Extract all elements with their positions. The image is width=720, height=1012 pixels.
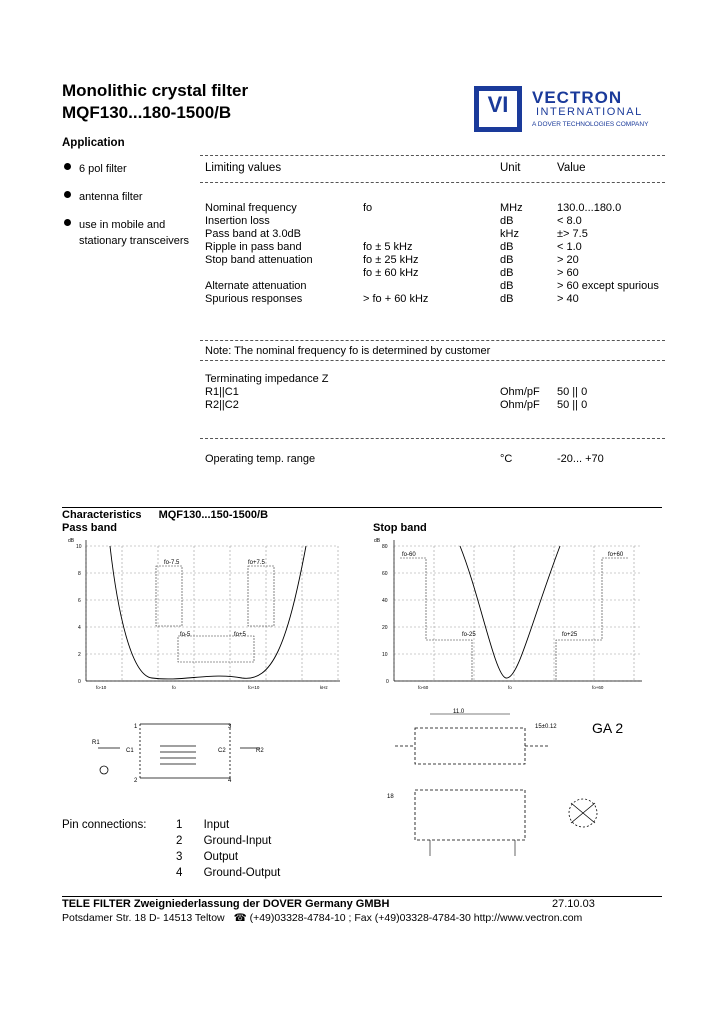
logo-brand: VECTRON xyxy=(532,88,623,107)
stop-xticks xyxy=(418,685,604,690)
limits-header-value: Value xyxy=(557,162,586,174)
pass-xticks xyxy=(96,685,328,690)
characteristics-label: Characteristics xyxy=(62,509,142,521)
pin-number: 3 xyxy=(176,851,183,863)
pin-number: 1 xyxy=(176,819,183,831)
row-name: R1||C1 xyxy=(205,386,239,398)
stop-band-chart xyxy=(370,536,660,694)
svg-text:8: 8 xyxy=(78,571,81,577)
limits-table xyxy=(205,155,665,475)
svg-text:80: 80 xyxy=(382,544,388,550)
row-value: 50 || 0 xyxy=(557,399,588,411)
logo-mark-text: VI xyxy=(487,92,509,117)
pin-label: Ground-Output xyxy=(203,867,281,879)
bullet-icon xyxy=(64,191,71,198)
row-unit: dB xyxy=(500,293,514,305)
row-cond: > fo + 60 kHz xyxy=(363,293,429,305)
limits-header-unit: Unit xyxy=(500,162,521,174)
svg-text:10: 10 xyxy=(382,652,388,658)
row-value: > 60 xyxy=(557,267,579,279)
stop-frame xyxy=(394,540,642,681)
svg-text:fo: fo xyxy=(508,685,512,690)
limits-header-label: Limiting values xyxy=(205,162,282,174)
list-item xyxy=(176,867,280,880)
svg-text:3: 3 xyxy=(228,724,232,730)
pin-label: Input xyxy=(203,819,230,831)
page-title xyxy=(62,80,248,124)
logo-tagline: A DOVER TECHNOLOGIES COMPANY xyxy=(532,121,649,128)
pin-number: 4 xyxy=(176,867,183,879)
row-value: > 40 xyxy=(557,293,579,305)
logo-mark-icon xyxy=(474,86,522,132)
row-name: Stop band attenuation xyxy=(205,254,313,266)
application-item: antenna filter xyxy=(79,191,143,203)
svg-text:0: 0 xyxy=(386,679,389,685)
pass-mark-label: fo-7.5 xyxy=(164,560,180,566)
svg-text:18: 18 xyxy=(387,794,394,800)
row-value: 50 || 0 xyxy=(557,386,588,398)
svg-text:4: 4 xyxy=(228,778,232,784)
bullet-icon xyxy=(64,219,71,226)
stop-marks xyxy=(402,552,624,638)
row-unit: Ohm/pF xyxy=(500,399,540,411)
pass-mark-label: fo+5 xyxy=(234,632,246,638)
stop-mark-label: fo+60 xyxy=(608,552,624,558)
row-cond: fo ± 60 kHz xyxy=(363,267,419,279)
footer-contact: (+49)03328-4784-10 ; Fax (+49)03328-4784-30 http://www.vectron.com xyxy=(249,912,583,924)
stop-mark-label: fo-60 xyxy=(402,552,416,558)
row-cond: fo ± 25 kHz xyxy=(363,254,419,266)
svg-text:4: 4 xyxy=(78,625,81,631)
package-drawing xyxy=(385,708,615,858)
pass-band-chart xyxy=(62,536,347,694)
row-name: Ripple in pass band xyxy=(205,241,302,253)
row-value: ±> 7.5 xyxy=(557,228,588,240)
pin-number: 2 xyxy=(176,835,183,847)
row-unit: dB xyxy=(500,267,514,279)
row-value: 130.0...180.0 xyxy=(557,202,622,214)
svg-text:40: 40 xyxy=(382,598,388,604)
title-line-2: MQF130...180-1500/B xyxy=(62,103,232,122)
list-item xyxy=(176,819,229,832)
circuit-diagram xyxy=(90,718,270,786)
svg-text:C1: C1 xyxy=(126,748,134,754)
stop-yticks xyxy=(374,538,389,685)
characteristics-model: MQF130...150-1500/B xyxy=(158,509,269,521)
svg-text:fo-60: fo-60 xyxy=(418,685,429,690)
svg-text:0: 0 xyxy=(78,679,81,685)
list-item xyxy=(176,835,271,848)
svg-text:15±0.12: 15±0.12 xyxy=(535,724,557,730)
application-item: stationary transceivers xyxy=(79,235,190,247)
svg-text:R2: R2 xyxy=(256,748,264,754)
footer-address: Potsdamer Str. 18 D- 14513 Teltow xyxy=(62,912,225,924)
row-name: R2||C2 xyxy=(205,399,239,411)
row-name: Spurious responses xyxy=(205,293,303,305)
row-name: Operating temp. range xyxy=(205,453,316,465)
svg-text:1: 1 xyxy=(134,724,138,730)
row-name: Nominal frequency xyxy=(205,202,297,214)
pin-label: Output xyxy=(203,851,239,863)
pass-grid xyxy=(86,546,338,681)
row-unit: dB xyxy=(500,215,514,227)
application-item: use in mobile and xyxy=(79,219,166,231)
pass-yticks xyxy=(68,538,82,685)
row-unit: kHz xyxy=(500,228,519,240)
row-cond: fo ± 5 kHz xyxy=(363,241,413,253)
svg-text:2: 2 xyxy=(134,778,138,784)
footer-contact-line xyxy=(62,912,582,925)
row-name: Alternate attenuation xyxy=(205,280,307,292)
svg-text:20: 20 xyxy=(382,625,388,631)
pin-label: Ground-Input xyxy=(203,835,272,847)
row-unit: dB xyxy=(500,280,514,292)
row-value: -20... +70 xyxy=(557,453,604,465)
row-name: Pass band at 3.0dB xyxy=(205,228,302,240)
svg-text:dB: dB xyxy=(374,538,381,544)
row-unit: dB xyxy=(500,241,514,253)
svg-text:11.0: 11.0 xyxy=(453,709,465,715)
stop-mark-label: fo+25 xyxy=(562,632,578,638)
svg-text:fo+60: fo+60 xyxy=(592,685,604,690)
vectron-logo xyxy=(474,86,664,136)
svg-text:fo+10: fo+10 xyxy=(248,685,260,690)
footer-date: 27.10.03 xyxy=(552,898,595,910)
row-unit: °C xyxy=(500,453,513,465)
svg-text:kHz: kHz xyxy=(320,685,328,690)
note-text: Note: The nominal frequency fo is determined by customer xyxy=(205,345,491,357)
svg-text:C2: C2 xyxy=(218,748,226,754)
row-cond: fo xyxy=(363,202,373,214)
characteristics-heading xyxy=(62,509,268,521)
footer-company: TELE FILTER Zweigniederlassung der DOVER Germany GMBH xyxy=(62,898,390,910)
pass-mark-label: fo-5 xyxy=(180,632,191,638)
pass-mark-label: fo+7.5 xyxy=(248,560,265,566)
svg-text:2: 2 xyxy=(78,652,81,658)
pass-masks xyxy=(156,566,274,662)
stop-grid xyxy=(394,546,640,681)
term-heading: Terminating impedance Z xyxy=(205,373,329,385)
stop-mark-label: fo-25 xyxy=(462,632,476,638)
row-unit: Ohm/pF xyxy=(500,386,540,398)
row-value: > 60 except spurious xyxy=(557,280,659,292)
phone-icon: ☎ xyxy=(233,912,247,924)
svg-text:R1: R1 xyxy=(92,740,100,746)
bullet-icon xyxy=(64,163,71,170)
svg-text:6: 6 xyxy=(78,598,81,604)
row-value: < 8.0 xyxy=(557,215,582,227)
row-value: > 20 xyxy=(557,254,579,266)
pass-response-curve xyxy=(110,546,306,679)
svg-text:10: 10 xyxy=(76,544,82,550)
svg-text:dB: dB xyxy=(68,538,75,544)
row-unit: dB xyxy=(500,254,514,266)
stop-response-curve xyxy=(460,546,560,678)
row-name: Insertion loss xyxy=(205,215,270,227)
svg-text:fo: fo xyxy=(172,685,176,690)
pins-heading: Pin connections: xyxy=(62,819,147,831)
row-value: < 1.0 xyxy=(557,241,582,253)
list-item xyxy=(176,851,238,864)
pass-band-title: Pass band xyxy=(62,522,118,534)
title-line-1: Monolithic crystal filter xyxy=(62,81,249,100)
application-item: 6 pol filter xyxy=(79,163,127,175)
stop-band-title: Stop band xyxy=(373,522,427,534)
svg-text:fo-10: fo-10 xyxy=(96,685,107,690)
svg-text:60: 60 xyxy=(382,571,388,577)
application-heading: Application xyxy=(62,137,125,149)
row-unit: MHz xyxy=(500,202,523,214)
package-code: GA 2 xyxy=(592,720,624,736)
logo-sub: INTERNATIONAL xyxy=(536,106,643,118)
